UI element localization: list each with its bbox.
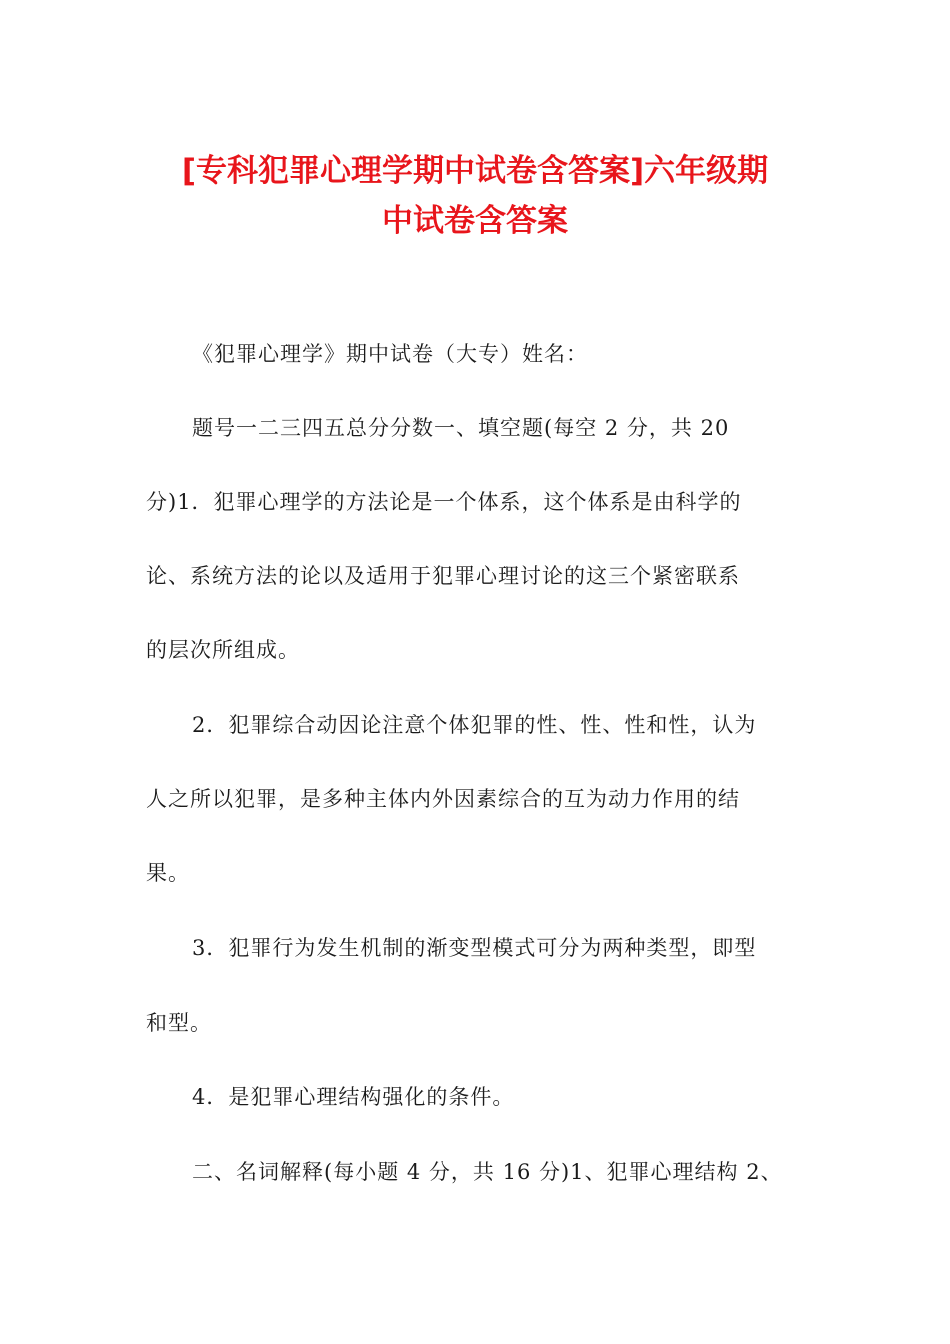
paragraph-line: 果。 xyxy=(146,861,190,885)
paragraph-line: 二、名词解释(每小题 4 分，共 16 分)1、犯罪心理结构 2、 xyxy=(192,1160,783,1184)
paragraph-line: 分)1．犯罪心理学的方法论是一个体系，这个体系是由科学的 xyxy=(146,490,742,514)
paragraph-line: 题号一二三四五总分分数一、填空题(每空 2 分，共 20 xyxy=(192,416,730,440)
document-title xyxy=(100,146,850,246)
paragraph-line: 的层次所组成。 xyxy=(146,638,300,662)
title-line-1: [专科犯罪心理学期中试卷含答案]六年级期 xyxy=(181,153,769,189)
paragraph-line: 2．犯罪综合动因论注意个体犯罪的性、性、性和性，认为 xyxy=(192,713,757,737)
paragraph-line: 和型。 xyxy=(146,1011,212,1035)
paragraph-line: 人之所以犯罪，是多种主体内外因素综合的互为动力作用的结 xyxy=(146,787,740,811)
paragraph-line: 4．是犯罪心理结构强化的条件。 xyxy=(192,1085,515,1109)
paragraph-line: 论、系统方法的论以及适用于犯罪心理讨论的这三个紧密联系 xyxy=(146,564,740,588)
paragraph-line: 3．犯罪行为发生机制的渐变型模式可分为两种类型，即型 xyxy=(192,936,757,960)
exam-header-line: 《犯罪心理学》期中试卷（大专）姓名： xyxy=(192,342,588,366)
title-line-2: 中试卷含答案 xyxy=(382,203,568,239)
